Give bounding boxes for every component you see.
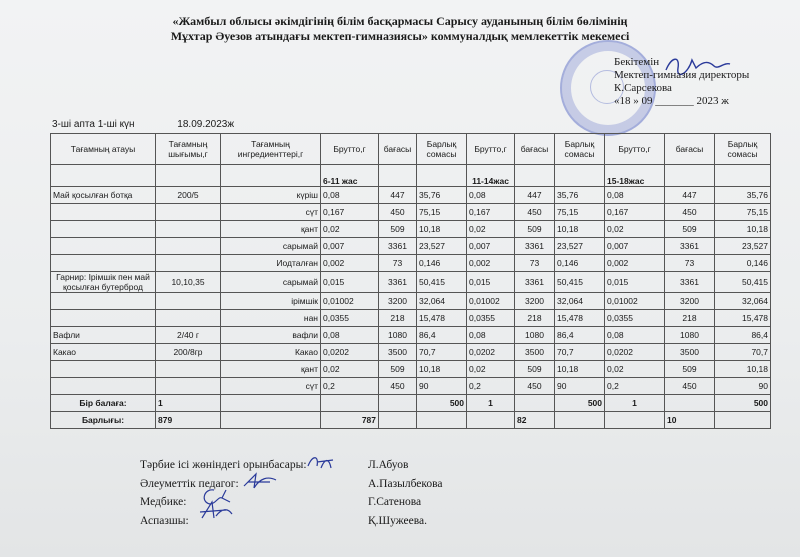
col-header: бағасы — [379, 134, 417, 165]
cell-p2: 450 — [515, 378, 555, 395]
cell-s1: 50,415 — [417, 272, 467, 293]
cell-s2: 70,7 — [555, 344, 605, 361]
cell-s3: 10,18 — [715, 221, 771, 238]
empty-cell — [605, 412, 665, 429]
empty-cell — [417, 412, 467, 429]
approval-block — [614, 56, 749, 108]
cell-s3: 35,76 — [715, 187, 771, 204]
cell-b1: 0,0355 — [321, 310, 379, 327]
cell-ingredient: күріш — [221, 187, 321, 204]
cell-dish — [51, 255, 156, 272]
cell-b3: 0,167 — [605, 204, 665, 221]
cell-p1: 1080 — [379, 327, 417, 344]
table-row — [51, 293, 771, 310]
cell-b3: 0,015 — [605, 272, 665, 293]
cell-b3: 0,01002 — [605, 293, 665, 310]
cell-b2: 0,167 — [467, 204, 515, 221]
cell-yield: 10,10,35 — [156, 272, 221, 293]
empty-cell — [515, 395, 555, 412]
cell-s1: 75,15 — [417, 204, 467, 221]
empty-cell — [221, 412, 321, 429]
table-header-row — [51, 134, 771, 165]
cell-b1: 0,02 — [321, 361, 379, 378]
cell-p2: 509 — [515, 361, 555, 378]
total-cell: 82 — [515, 412, 555, 429]
cell-p2: 447 — [515, 187, 555, 204]
cell-s3: 70,7 — [715, 344, 771, 361]
table-row — [51, 204, 771, 221]
signatory-role: Әлеуметтік педагог: — [140, 477, 239, 490]
empty-cell — [555, 412, 605, 429]
header-line-2: Мұхтар Әуезов атындағы мектеп-гимназиясы» коммуналдық мемлекеттік мекемесі — [170, 29, 630, 43]
col-header: Тағамның шығымы,г — [156, 134, 221, 165]
approval-position: Мектеп-гимназия директоры — [614, 69, 750, 81]
cell-s3: 23,527 — [715, 238, 771, 255]
empty-cell — [467, 412, 515, 429]
cell-ingredient: Какао — [221, 344, 321, 361]
cell-b1: 0,2 — [321, 378, 379, 395]
table-row — [51, 255, 771, 272]
cell-p3: 73 — [665, 255, 715, 272]
empty-cell — [221, 395, 321, 412]
deputy-signature — [305, 452, 337, 474]
cell-s2: 23,527 — [555, 238, 605, 255]
col-header: Тағамның ингредиенттері,г — [221, 134, 321, 165]
cell-b3: 0,08 — [605, 187, 665, 204]
cell-yield — [156, 310, 221, 327]
total-cell: 787 — [321, 412, 379, 429]
menu-date: 18.09.2023ж — [177, 119, 235, 130]
cell-b3: 0,02 — [605, 221, 665, 238]
table-row — [51, 344, 771, 361]
signatory-name: Л.Абуов — [368, 459, 409, 471]
cell-s1: 0,146 — [417, 255, 467, 272]
table-row — [51, 221, 771, 238]
cell-b1: 0,007 — [321, 238, 379, 255]
cell-b2: 0,0202 — [467, 344, 515, 361]
cell-s1: 10,18 — [417, 221, 467, 238]
col-header: бағасы — [665, 134, 715, 165]
cell-b3: 0,0355 — [605, 310, 665, 327]
cell-b1: 0,167 — [321, 204, 379, 221]
cell-p2: 450 — [515, 204, 555, 221]
cell-s2: 86,4 — [555, 327, 605, 344]
approval-date: «18 » 09 _______ 2023 ж — [614, 95, 729, 107]
cell-yield — [156, 255, 221, 272]
cell-p3: 1080 — [665, 327, 715, 344]
cell-s1: 35,76 — [417, 187, 467, 204]
table-row — [51, 238, 771, 255]
per-child-cell: 1 — [467, 395, 515, 412]
menu-table — [50, 133, 771, 429]
cell-s2: 15,478 — [555, 310, 605, 327]
cell-b1: 0,01002 — [321, 293, 379, 310]
cell-yield: 2/40 г — [156, 327, 221, 344]
total-row — [51, 412, 771, 429]
cell-dish — [51, 378, 156, 395]
cell-p2: 1080 — [515, 327, 555, 344]
table-row — [51, 361, 771, 378]
signatory-name: А.Пазылбекова — [368, 477, 443, 490]
cell-dish — [51, 204, 156, 221]
cell-b2: 0,007 — [467, 238, 515, 255]
table-row — [51, 272, 771, 293]
cell-b1: 0,08 — [321, 187, 379, 204]
col-header: бағасы — [515, 134, 555, 165]
cell-p3: 3500 — [665, 344, 715, 361]
signatory-name: Г.Сатенова — [368, 496, 422, 508]
cell-s1: 70,7 — [417, 344, 467, 361]
cell-p2: 3361 — [515, 272, 555, 293]
cell-s1: 86,4 — [417, 327, 467, 344]
cell-b1: 0,08 — [321, 327, 379, 344]
cook-signature — [196, 498, 236, 524]
col-header: Барлық сомасы — [417, 134, 467, 165]
cell-p1: 3200 — [379, 293, 417, 310]
cell-s3: 90 — [715, 378, 771, 395]
cell-ingredient: вафли — [221, 327, 321, 344]
menu-date-line — [52, 119, 274, 130]
table-row — [51, 310, 771, 327]
cell-b3: 0,0202 — [605, 344, 665, 361]
cell-dish: Гарнир: Ірімшік пен май қосылған бутерброд — [51, 272, 156, 293]
signatory-name: Қ.Шужеева. — [368, 514, 428, 527]
cell-s1: 10,18 — [417, 361, 467, 378]
cell-dish: Какао — [51, 344, 156, 361]
cell-p1: 73 — [379, 255, 417, 272]
per-child-cell: 1 — [156, 395, 221, 412]
cell-yield — [156, 204, 221, 221]
cell-p3: 218 — [665, 310, 715, 327]
cell-b2: 0,2 — [467, 378, 515, 395]
age-group: 15-18жас — [605, 165, 665, 187]
cell-b1: 0,0202 — [321, 344, 379, 361]
approval-title: Бекітемін — [614, 56, 660, 68]
cell-p3: 509 — [665, 361, 715, 378]
cell-s3: 0,146 — [715, 255, 771, 272]
cell-p3: 447 — [665, 187, 715, 204]
col-header: Барлық сомасы — [715, 134, 771, 165]
empty-cell — [665, 395, 715, 412]
cell-yield — [156, 238, 221, 255]
cell-s1: 90 — [417, 378, 467, 395]
cell-ingredient: сарымай — [221, 238, 321, 255]
cell-s2: 32,064 — [555, 293, 605, 310]
cell-p2: 3500 — [515, 344, 555, 361]
cell-b2: 0,08 — [467, 327, 515, 344]
cell-ingredient: сарымай — [221, 272, 321, 293]
cell-p2: 73 — [515, 255, 555, 272]
cell-s3: 32,064 — [715, 293, 771, 310]
cell-s3: 86,4 — [715, 327, 771, 344]
cell-s3: 50,415 — [715, 272, 771, 293]
cell-s2: 75,15 — [555, 204, 605, 221]
cell-p1: 509 — [379, 361, 417, 378]
cell-dish — [51, 238, 156, 255]
empty-cell — [715, 412, 771, 429]
cell-b3: 0,002 — [605, 255, 665, 272]
col-header: Брутто,г — [467, 134, 515, 165]
cell-b2: 0,08 — [467, 187, 515, 204]
week-day: 3-ші апта 1-ші күн — [52, 119, 135, 130]
empty-cell — [379, 395, 417, 412]
cell-s3: 10,18 — [715, 361, 771, 378]
cell-s2: 35,76 — [555, 187, 605, 204]
cell-b2: 0,002 — [467, 255, 515, 272]
cell-b3: 0,007 — [605, 238, 665, 255]
cell-p3: 3361 — [665, 238, 715, 255]
cell-p1: 509 — [379, 221, 417, 238]
per-child-cell: 500 — [555, 395, 605, 412]
cell-p3: 3200 — [665, 293, 715, 310]
table-row — [51, 327, 771, 344]
cell-s1: 23,527 — [417, 238, 467, 255]
cell-p1: 3500 — [379, 344, 417, 361]
cell-p1: 450 — [379, 204, 417, 221]
cell-ingredient: сүт — [221, 204, 321, 221]
per-child-cell: 500 — [715, 395, 771, 412]
cell-p3: 450 — [665, 204, 715, 221]
cell-yield — [156, 378, 221, 395]
per-child-cell: 500 — [417, 395, 467, 412]
col-header: Брутто,г — [605, 134, 665, 165]
cell-b1: 0,02 — [321, 221, 379, 238]
cell-ingredient: нан — [221, 310, 321, 327]
empty-cell — [379, 412, 417, 429]
cell-dish — [51, 361, 156, 378]
age-group: 6-11 жас — [321, 165, 379, 187]
cell-yield — [156, 221, 221, 238]
col-header: Тағамның атауы — [51, 134, 156, 165]
age-group: 11-14жас — [467, 165, 515, 187]
col-header: Брутто,г — [321, 134, 379, 165]
cell-yield — [156, 293, 221, 310]
total-cell: 879 — [156, 412, 221, 429]
document-header — [0, 14, 800, 44]
cell-p1: 450 — [379, 378, 417, 395]
cell-ingredient: Иодталған — [221, 255, 321, 272]
cell-b2: 0,0355 — [467, 310, 515, 327]
cell-b3: 0,02 — [605, 361, 665, 378]
cell-s3: 15,478 — [715, 310, 771, 327]
cell-yield: 200/5 — [156, 187, 221, 204]
cell-s1: 32,064 — [417, 293, 467, 310]
table-row — [51, 378, 771, 395]
cell-b1: 0,002 — [321, 255, 379, 272]
cell-p1: 218 — [379, 310, 417, 327]
cell-p2: 3361 — [515, 238, 555, 255]
cell-s1: 15,478 — [417, 310, 467, 327]
cell-b1: 0,015 — [321, 272, 379, 293]
cell-dish: Вафли — [51, 327, 156, 344]
cell-yield — [156, 361, 221, 378]
cell-p3: 450 — [665, 378, 715, 395]
cell-b2: 0,01002 — [467, 293, 515, 310]
cell-p2: 218 — [515, 310, 555, 327]
col-header: Барлық сомасы — [555, 134, 605, 165]
cell-b2: 0,015 — [467, 272, 515, 293]
age-group-row — [51, 165, 771, 187]
cell-p1: 3361 — [379, 238, 417, 255]
total-cell: 10 — [665, 412, 715, 429]
cell-s2: 10,18 — [555, 221, 605, 238]
cell-s2: 90 — [555, 378, 605, 395]
table-row — [51, 187, 771, 204]
empty-cell — [321, 395, 379, 412]
header-line-1: «Жамбыл облысы әкімдігінің білім басқармасы Сарысу ауданының білім бөлімінің — [172, 14, 628, 28]
total-cell: Барлығы: — [51, 412, 156, 429]
cell-b3: 0,2 — [605, 378, 665, 395]
cell-dish — [51, 310, 156, 327]
cell-s2: 50,415 — [555, 272, 605, 293]
cell-b3: 0,08 — [605, 327, 665, 344]
cell-p2: 509 — [515, 221, 555, 238]
cell-p3: 3361 — [665, 272, 715, 293]
signatory-role: Тәрбие ісі жөніндегі орынбасары: — [140, 459, 307, 471]
cell-dish — [51, 221, 156, 238]
cell-s2: 0,146 — [555, 255, 605, 272]
approval-name: К.Сарсекова — [614, 82, 672, 94]
cell-ingredient: қант — [221, 361, 321, 378]
signatory-role: Медбике: — [140, 496, 187, 508]
per-child-cell: 1 — [605, 395, 665, 412]
cell-b2: 0,02 — [467, 221, 515, 238]
cell-dish: Май қосылған ботқа — [51, 187, 156, 204]
signatory-role: Аспазшы: — [140, 514, 189, 527]
cell-dish — [51, 293, 156, 310]
per-child-cell: Бір балаға: — [51, 395, 156, 412]
cell-p1: 3361 — [379, 272, 417, 293]
cell-b2: 0,02 — [467, 361, 515, 378]
per-child-row — [51, 395, 771, 412]
cell-s2: 10,18 — [555, 361, 605, 378]
cell-s3: 75,15 — [715, 204, 771, 221]
cell-p2: 3200 — [515, 293, 555, 310]
cell-yield: 200/8гр — [156, 344, 221, 361]
cell-p1: 447 — [379, 187, 417, 204]
cell-ingredient: сүт — [221, 378, 321, 395]
cell-p3: 509 — [665, 221, 715, 238]
cell-ingredient: қант — [221, 221, 321, 238]
cell-ingredient: ірімшік — [221, 293, 321, 310]
